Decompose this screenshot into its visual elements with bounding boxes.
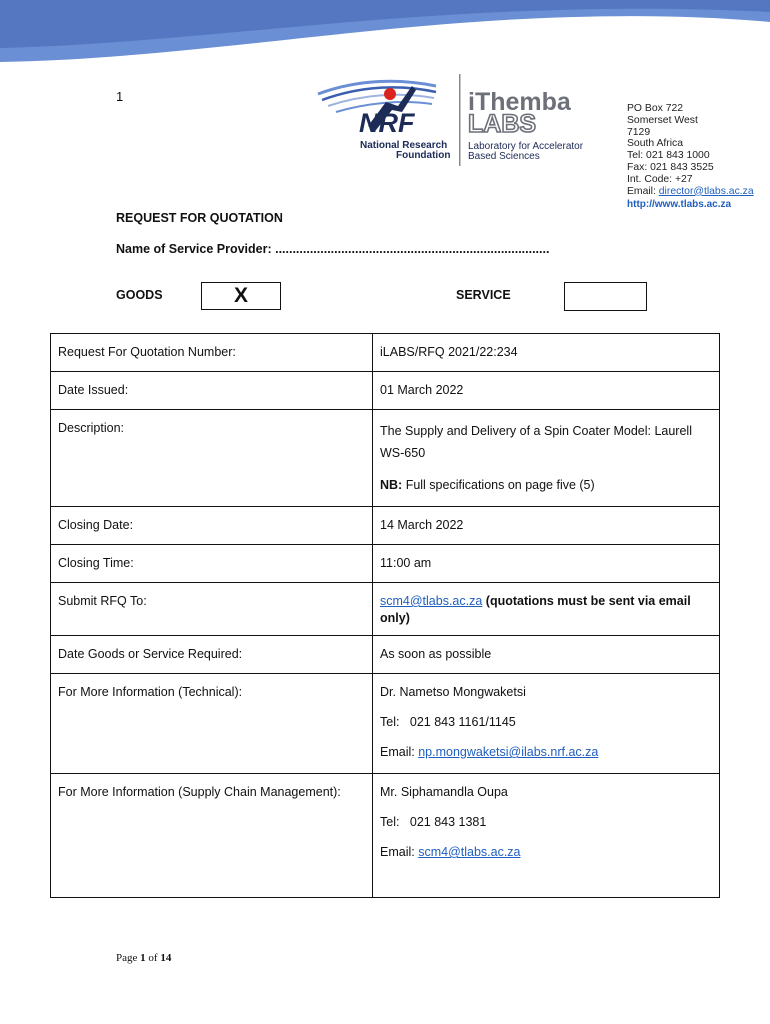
rfq-details-table xyxy=(50,333,720,898)
svg-text:National Research: National Research xyxy=(360,140,448,151)
service-checkbox[interactable] xyxy=(564,282,647,311)
svg-text:Laboratory for Accelerator: Laboratory for Accelerator xyxy=(468,141,584,152)
contact-block: PO Box 722 Somerset West 7129 South Africa Tel: 021 843 1000 Fax: 021 843 3525 Int. Code: +27 Email: director@tlabs.ac.za http://www.tlabs.ac.za xyxy=(627,103,754,211)
table-row: For More Information (Technical): Dr. Nametso Mongwaketsi Tel: 021 843 1161/1145 Email: np.mongwaketsi@ilabs.nrf.ac.za xyxy=(51,674,720,774)
page-footer: Page 1 of 14 xyxy=(116,952,172,964)
table-row: Closing Time: 11:00 am xyxy=(51,545,720,583)
table-row: Submit RFQ To: scm4@tlabs.ac.za (quotations must be sent via email only) xyxy=(51,583,720,636)
svg-text:Based Sciences: Based Sciences xyxy=(468,151,540,162)
document-title: REQUEST FOR QUOTATION xyxy=(116,211,283,225)
svg-text:iThemba: iThemba xyxy=(468,88,571,116)
nrf-text: NRF xyxy=(359,108,415,138)
table-row: Description: The Supply and Delivery of a Spin Coater Model: Laurell WS-650 NB: Full specifications on page five (5) xyxy=(51,410,720,507)
service-label: SERVICE xyxy=(456,288,511,302)
director-email-link[interactable]: director@tlabs.ac.za xyxy=(658,185,754,197)
service-provider-line: Name of Service Provider: ............................................................................... xyxy=(116,242,550,256)
nrf-ithemba-logo xyxy=(316,72,606,168)
goods-label: GOODS xyxy=(116,288,163,302)
table-row: For More Information (Supply Chain Management): Mr. Siphamandla Oupa Tel: 021 843 1381 Email: scm4@tlabs.ac.za xyxy=(51,774,720,898)
goods-checkbox[interactable]: X xyxy=(201,282,281,310)
table-row: Request For Quotation Number: iLABS/RFQ 2021/22:234 xyxy=(51,334,720,372)
page-marker: 1 xyxy=(116,89,124,104)
table-row: Closing Date: 14 March 2022 xyxy=(51,507,720,545)
submit-email-link[interactable]: scm4@tlabs.ac.za xyxy=(380,594,483,608)
website-link[interactable]: http://www.tlabs.ac.za xyxy=(627,199,732,211)
supply-email-link[interactable]: scm4@tlabs.ac.za xyxy=(418,845,521,859)
table-row: Date Goods or Service Required: As soon as possible xyxy=(51,636,720,674)
technical-email-link[interactable]: np.mongwaketsi@ilabs.nrf.ac.za xyxy=(418,745,599,759)
table-row: Date Issued: 01 March 2022 xyxy=(51,372,720,410)
svg-text:LABS: LABS xyxy=(468,110,537,138)
svg-text:Foundation: Foundation xyxy=(396,150,451,161)
